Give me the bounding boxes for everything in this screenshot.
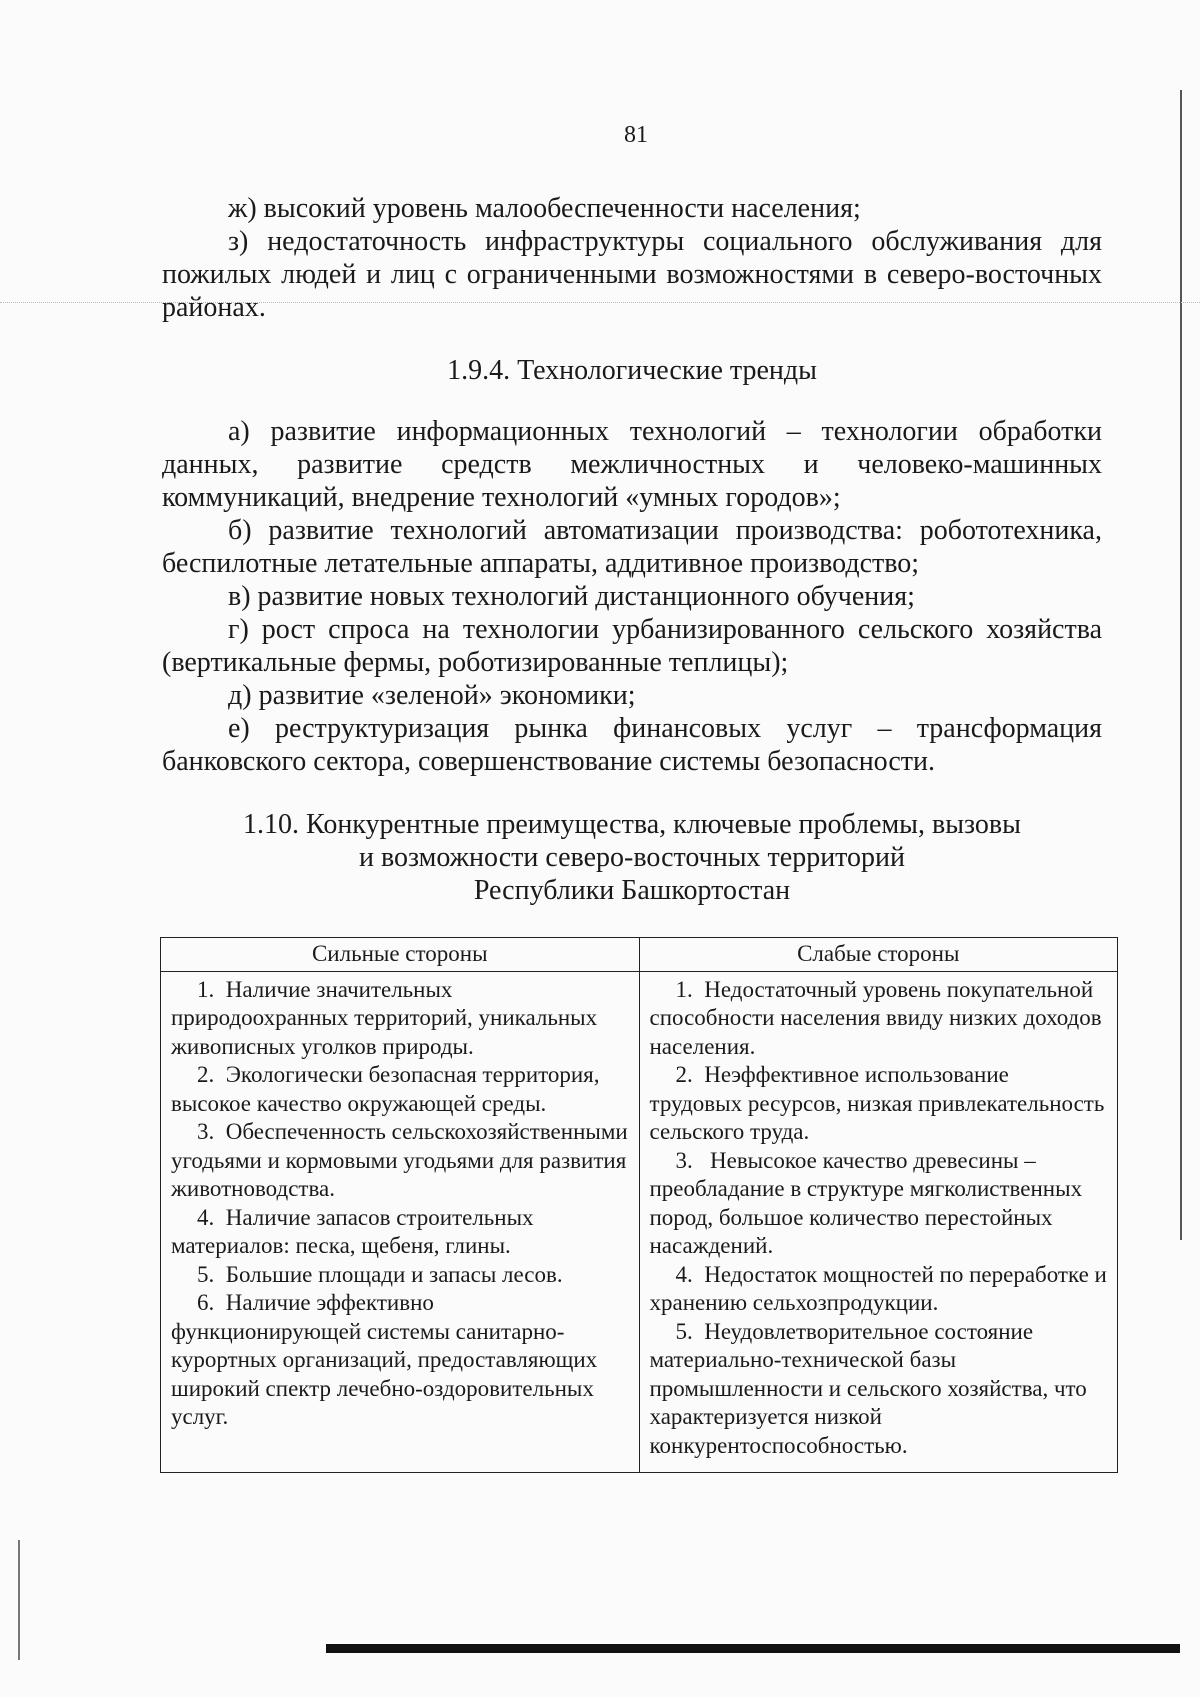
trend-a: а) развитие информационных технологий – технологии обработки данных, развитие средств межличностных и человеко-машинных коммуникаций, внедрение технологий «умных городов»;: [162, 416, 1102, 513]
section-1-9-4-body: [162, 415, 1102, 778]
section-title-1-10-line-1: 1.10. Конкурентные преимущества, ключевые проблемы, вызовы: [243, 809, 1021, 840]
weakness-item: [650, 976, 1108, 1062]
weakness-item-text: 4. Недостаток мощностей по переработке и хранению сельхозпродукции.: [649, 1261, 1107, 1315]
strength-item: [171, 1061, 629, 1118]
weakness-item-text: 2. Неэффективное использование трудовых ресурсов, низкая привлекательность сельского труда.: [649, 1062, 1105, 1144]
strength-item-text: 6. Наличие эффективно функционирующей системы санитарно-курортных организаций, предоставляющих широкий спектр лечебно-оздоровительных услуг.: [171, 1290, 598, 1429]
weakness-item: [650, 1147, 1108, 1261]
trend-g: г) рост спроса на технологии урбанизированного сельского хозяйства (вертикальные фермы, роботизированные теплицы);: [162, 614, 1102, 678]
strength-item: [171, 976, 629, 1062]
trend-d: д) развитие «зеленой» экономики;: [228, 680, 636, 711]
strength-item: [171, 1118, 629, 1204]
strength-item-text: 5. Большие площади и запасы лесов.: [197, 1261, 563, 1287]
section-title-1-10-line-2: и возможности северо-восточных территорий: [358, 842, 906, 873]
strength-item-text: 3. Обеспеченность сельскохозяйственными угодьями и кормовыми угодьями для развития животноводства.: [171, 1119, 628, 1201]
page-number: 81: [624, 122, 648, 148]
scan-edge-line-right: [1180, 90, 1182, 1240]
strength-item-text: 1. Наличие значительных природоохранных территорий, уникальных живописных уголков природы.: [171, 976, 598, 1059]
weakness-item: [650, 1318, 1108, 1461]
strength-item-text: 4. Наличие запасов строительных материалов: песка, щебеня, глины.: [171, 1204, 534, 1258]
trend-b: б) развитие технологий автоматизации производства: робототехника, беспилотные летательные аппараты, аддитивное производство;: [162, 515, 1102, 579]
table-row: [161, 971, 1118, 1473]
trend-e: е) реструктуризация рынка финансовых услуг – трансформация банковского сектора, совершенствование системы безопасности.: [162, 713, 1102, 777]
strength-item-text: 2. Экологически безопасная территория, высокое качество окружающей среды.: [171, 1062, 600, 1116]
paragraph-zh: ж) высокий уровень малообеспеченности населения;: [228, 193, 861, 224]
header-strengths: Сильные стороны: [161, 938, 640, 972]
section-title-1-10-line-3: Республики Башкортостан: [473, 875, 791, 906]
header-weaknesses: Слабые стороны: [639, 938, 1118, 972]
weakness-item-text: 3. Невысокое качество древесины – преобладание в структуре мягколиственных пород, большое количество перестойных насаждений.: [649, 1147, 1083, 1258]
weakness-item: [650, 1261, 1108, 1318]
weakness-item-text: 5. Неудовлетворительное состояние материально-технической базы промышленности и сельского хозяйства, что характеризуется низкой конкурентоспособностью.: [649, 1318, 1087, 1458]
scan-edge-line-left: [18, 1540, 20, 1660]
weaknesses-cell: [639, 971, 1118, 1473]
strengths-cell: [161, 971, 640, 1473]
paragraph-z: з) недостаточность инфраструктуры социального обслуживания для пожилых людей и лиц с ограниченными возможностями в северо-восточных районах.: [162, 226, 1102, 323]
trend-v: в) развитие новых технологий дистанционного обучения;: [228, 581, 915, 612]
top-paragraphs: [162, 192, 1102, 324]
strength-item: [171, 1261, 629, 1290]
strength-item: [171, 1289, 629, 1432]
weakness-item-text: 1. Недостаточный уровень покупательной способности населения ввиду низких доходов населения.: [649, 976, 1102, 1059]
strength-item: [171, 1204, 629, 1261]
section-title-1-9-4: 1.9.4. Технологические тренды: [447, 355, 817, 386]
table-header-row: [161, 938, 1118, 972]
section-title-1-10: [162, 808, 1102, 907]
swot-table: [160, 937, 1118, 1473]
weakness-item: [650, 1061, 1108, 1147]
scan-edge-bar-bottom: [326, 1644, 1180, 1653]
